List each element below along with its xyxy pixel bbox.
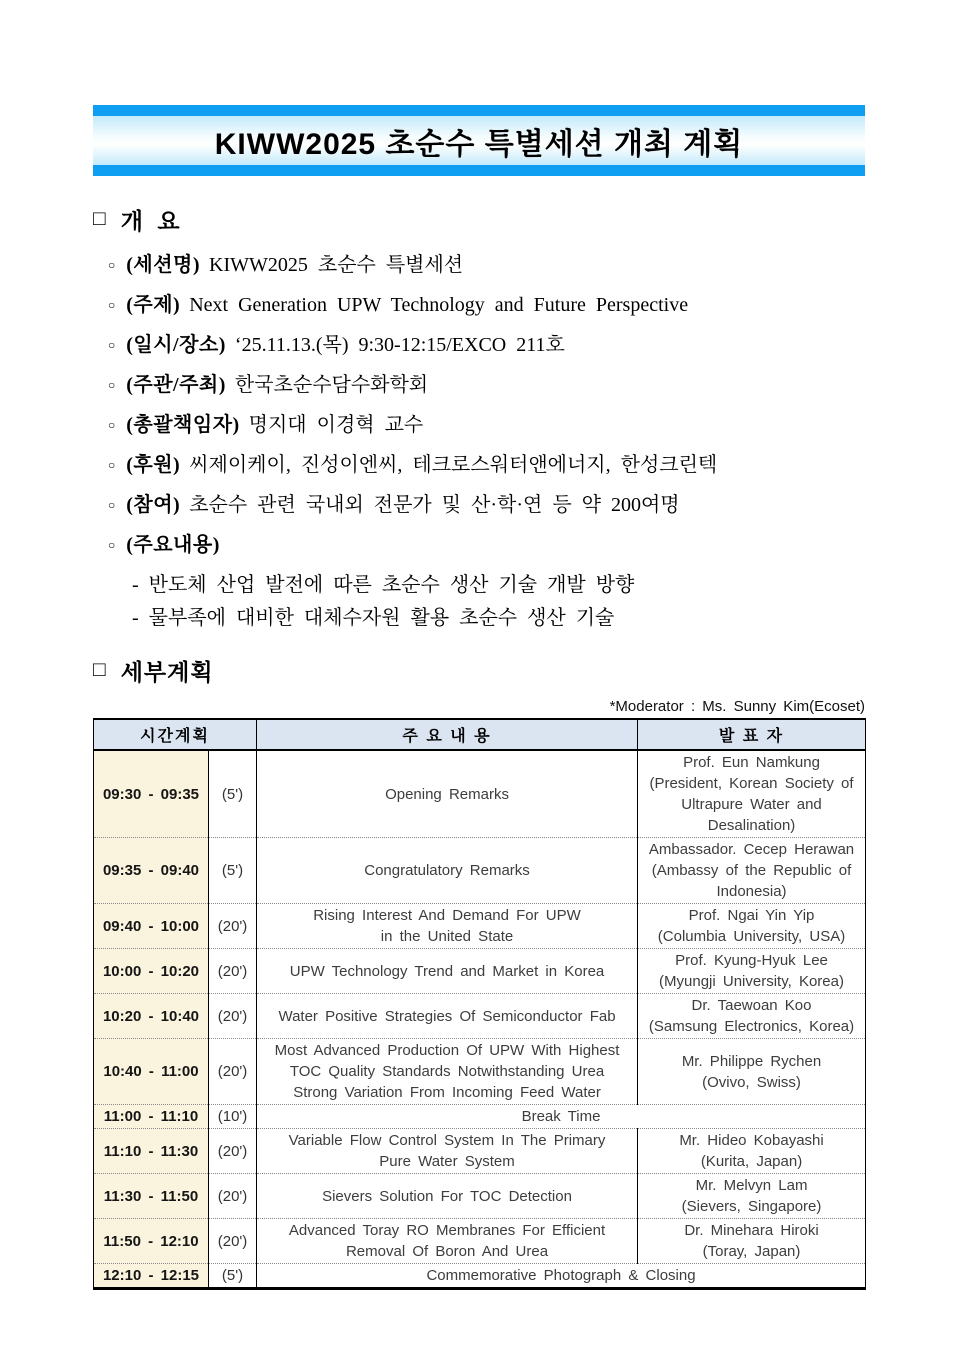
overview-item: [108, 493, 865, 520]
overview-item: [108, 293, 865, 320]
overview-item-label: (세션명): [126, 254, 201, 276]
presenter-cell: Prof. Eun Namkung (President, Korean Society of Ultrapure Water and Desalination): [638, 750, 866, 838]
schedule-row: [94, 1039, 866, 1105]
time-cell: 09:30 - 09:35: [94, 750, 209, 838]
content-cell: UPW Technology Trend and Market in Korea: [257, 949, 638, 994]
column-header-content: 주 요 내 용: [257, 719, 638, 750]
duration-cell: (10'): [209, 1105, 257, 1129]
duration-cell: (5'): [209, 838, 257, 904]
overview-item: [108, 373, 865, 400]
column-header-presenter: 발 표 자: [638, 719, 866, 750]
schedule-row: [94, 838, 866, 904]
overview-item-text: ‘25.11.13.(목) 9:30-12:15/EXCO 211호: [234, 334, 565, 356]
content-cell: Water Positive Strategies Of Semiconductor Fab: [257, 994, 638, 1039]
circle-bullet-icon: ○: [108, 498, 116, 512]
schedule-table: [93, 718, 866, 1290]
content-cell: Sievers Solution For TOC Detection: [257, 1174, 638, 1219]
overview-item: [108, 333, 865, 360]
schedule-row: [94, 994, 866, 1039]
duration-cell: (20'): [209, 1039, 257, 1105]
duration-cell: (20'): [209, 1219, 257, 1264]
overview-item: [108, 533, 865, 560]
time-cell: 09:35 - 09:40: [94, 838, 209, 904]
circle-bullet-icon: ○: [108, 458, 116, 472]
circle-bullet-icon: ○: [108, 418, 116, 432]
content-cell: Most Advanced Production Of UPW With Highest TOC Quality Standards Notwithstanding Urea Strong Variation From Incoming Feed Water: [257, 1039, 638, 1105]
overview-item-label: (일시/장소): [126, 334, 226, 356]
presenter-cell: Mr. Philippe Rychen (Ovivo, Swiss): [638, 1039, 866, 1105]
duration-cell: (20'): [209, 1174, 257, 1219]
content-cell: Congratulatory Remarks: [257, 838, 638, 904]
overview-item-text: 씨제이케이, 진성이엔씨, 테크로스워터앤에너지, 한성크린텍: [189, 454, 718, 476]
presenter-cell: Dr. Taewoan Koo (Samsung Electronics, Korea): [638, 994, 866, 1039]
column-header-time: 시간계획: [94, 719, 257, 750]
schedule-row: [94, 1129, 866, 1174]
presenter-cell: Mr. Hideo Kobayashi (Kurita, Japan): [638, 1129, 866, 1174]
overview-list: [93, 253, 865, 560]
square-bullet-icon: □: [93, 657, 106, 681]
schedule-row: [94, 1105, 866, 1129]
time-cell: 10:40 - 11:00: [94, 1039, 209, 1105]
circle-bullet-icon: ○: [108, 258, 116, 272]
overview-subitem: - 반도체 산업 발전에 따른 초순수 생산 기술 개발 방향: [132, 574, 635, 596]
duration-cell: (5'): [209, 750, 257, 838]
schedule-heading: [93, 654, 865, 687]
time-cell: 10:20 - 10:40: [94, 994, 209, 1039]
content-cell: Advanced Toray RO Membranes For Efficient Removal Of Boron And Urea: [257, 1219, 638, 1264]
presenter-cell: Mr. Melvyn Lam (Sievers, Singapore): [638, 1174, 866, 1219]
circle-bullet-icon: ○: [108, 338, 116, 352]
overview-heading-label: 개 요: [120, 209, 181, 234]
time-cell: 11:50 - 12:10: [94, 1219, 209, 1264]
content-cell: Break Time: [257, 1105, 866, 1129]
square-bullet-icon: □: [93, 206, 106, 230]
content-cell: Opening Remarks: [257, 750, 638, 838]
overview-subitem: - 물부족에 대비한 대체수자원 활용 초순수 생산 기술: [132, 607, 615, 629]
schedule-row: [94, 1264, 866, 1289]
overview-item-text: 초순수 관련 국내외 전문가 및 산·학·연 등 약 200여명: [189, 494, 680, 516]
schedule-row: [94, 750, 866, 838]
content-cell: Rising Interest And Demand For UPW in the United State: [257, 904, 638, 949]
time-cell: 11:10 - 11:30: [94, 1129, 209, 1174]
content-cell: Variable Flow Control System In The Primary Pure Water System: [257, 1129, 638, 1174]
time-cell: 10:00 - 10:20: [94, 949, 209, 994]
schedule-row: [94, 949, 866, 994]
overview-sublist: [93, 573, 865, 630]
schedule-row: [94, 1219, 866, 1264]
overview-item-label: (후원): [126, 454, 181, 476]
overview-heading: [93, 203, 865, 236]
page-title: KIWW2025 초순수 특별세션 개최 계획: [214, 127, 744, 161]
overview-item-label: (주요내용): [126, 534, 220, 556]
overview-item: [108, 453, 865, 480]
overview-item-label: (참여): [126, 494, 181, 516]
duration-cell: (5'): [209, 1264, 257, 1289]
presenter-cell: Prof. Kyung-Hyuk Lee (Myungji University, Korea): [638, 949, 866, 994]
time-cell: 09:40 - 10:00: [94, 904, 209, 949]
circle-bullet-icon: ○: [108, 378, 116, 392]
duration-cell: (20'): [209, 1129, 257, 1174]
schedule-row: [94, 904, 866, 949]
overview-item: [108, 413, 865, 440]
circle-bullet-icon: ○: [108, 298, 116, 312]
content-cell: Commemorative Photograph & Closing: [257, 1264, 866, 1289]
presenter-cell: Ambassador. Cecep Herawan (Ambassy of the Republic of Indonesia): [638, 838, 866, 904]
duration-cell: (20'): [209, 994, 257, 1039]
moderator-note: *Moderator : Ms. Sunny Kim(Ecoset): [609, 698, 865, 715]
schedule-heading-label: 세부계획: [120, 660, 214, 685]
overview-item-label: (총괄책임자): [126, 414, 240, 436]
time-cell: 11:30 - 11:50: [94, 1174, 209, 1219]
circle-bullet-icon: ○: [108, 538, 116, 552]
time-cell: 11:00 - 11:10: [94, 1105, 209, 1129]
overview-item-text: KIWW2025 초순수 특별세션: [209, 254, 464, 276]
time-cell: 12:10 - 12:15: [94, 1264, 209, 1289]
presenter-cell: Dr. Minehara Hiroki (Toray, Japan): [638, 1219, 866, 1264]
duration-cell: (20'): [209, 904, 257, 949]
schedule-row: [94, 1174, 866, 1219]
overview-item: [108, 253, 865, 280]
overview-item-text: Next Generation UPW Technology and Future Perspective: [189, 294, 689, 316]
duration-cell: (20'): [209, 949, 257, 994]
title-banner: [93, 105, 865, 176]
schedule-header-row: [94, 719, 866, 750]
overview-item-label: (주관/주최): [126, 374, 226, 396]
overview-item-text: 한국초순수담수화학회: [234, 374, 429, 396]
overview-item-text: 명지대 이경혁 교수: [248, 414, 424, 436]
overview-item-label: (주제): [126, 294, 181, 316]
presenter-cell: Prof. Ngai Yin Yip (Columbia University, USA): [638, 904, 866, 949]
